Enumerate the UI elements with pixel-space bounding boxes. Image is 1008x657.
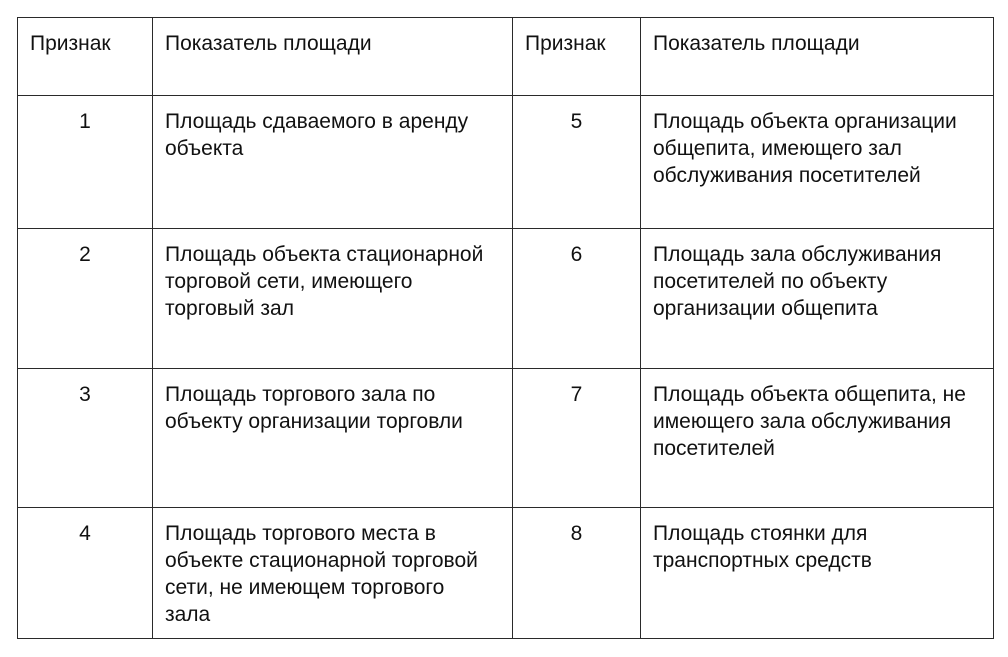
header-indicator-left: Показатель площади <box>153 18 513 96</box>
sign-cell: 1 <box>18 96 153 229</box>
indicator-cell: Площадь сдаваемого в аренду объекта <box>153 96 513 229</box>
table-row <box>18 229 994 369</box>
sign-cell: 2 <box>18 229 153 369</box>
table-header-row <box>18 18 994 96</box>
sign-cell: 4 <box>18 508 153 639</box>
table-row <box>18 369 994 508</box>
indicator-cell: Площадь объекта стационарной торговой сети, имеющего торговый зал <box>153 229 513 369</box>
sign-cell: 8 <box>513 508 641 639</box>
table-row <box>18 96 994 229</box>
indicator-cell: Площадь объекта организации общепита, имеющего зал обслуживания посетителей <box>641 96 994 229</box>
sign-cell: 3 <box>18 369 153 508</box>
indicator-cell: Площадь объекта общепита, не имеющего зала обслуживания посетителей <box>641 369 994 508</box>
indicator-cell: Площадь стоянки для транспортных средств <box>641 508 994 639</box>
sign-cell: 7 <box>513 369 641 508</box>
area-indicator-table <box>17 17 994 639</box>
table-row <box>18 508 994 639</box>
sign-cell: 5 <box>513 96 641 229</box>
header-sign-right: Признак <box>513 18 641 96</box>
indicator-cell: Площадь торгового зала по объекту организации торговли <box>153 369 513 508</box>
header-indicator-right: Показатель площади <box>641 18 994 96</box>
header-sign-left: Признак <box>18 18 153 96</box>
sign-cell: 6 <box>513 229 641 369</box>
indicator-cell: Площадь торгового места в объекте стационарной торговой сети, не имеющем торгового зала <box>153 508 513 639</box>
indicator-cell: Площадь зала обслуживания посетителей по объекту организации общепита <box>641 229 994 369</box>
